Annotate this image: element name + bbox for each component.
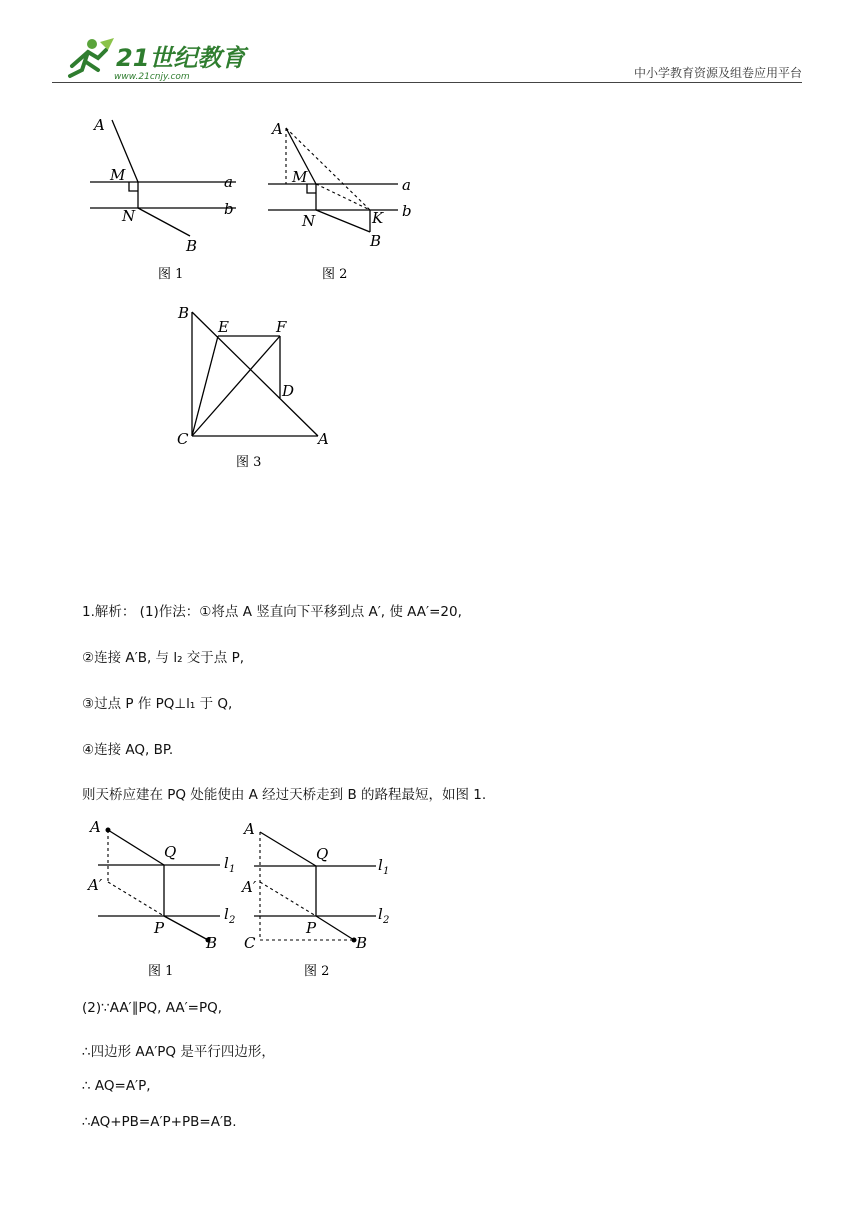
caption-bottom-fig2: 图 2: [304, 964, 330, 979]
label-Q: Q: [164, 843, 177, 861]
bottom-figure-1: [84, 812, 244, 984]
label-a: a: [224, 173, 233, 191]
header-divider: [52, 82, 802, 83]
caption-fig3: 图 3: [236, 455, 262, 470]
label-l2-sub: 2: [229, 915, 236, 926]
label-l2-sub: 2: [383, 915, 390, 926]
label-M: M: [110, 166, 126, 184]
label-N: N: [122, 207, 136, 225]
label-A: A: [244, 820, 255, 838]
label-l2: l: [378, 905, 383, 923]
label-b: b: [402, 202, 412, 220]
logo-sub-text: www.21cnjy.com: [114, 72, 190, 82]
part2-line-4: ∴AQ+PB=A′P+PB=A′B.: [82, 1114, 237, 1130]
label-A: A: [318, 430, 329, 448]
label-l2: l: [224, 905, 229, 923]
solution-line-2: ②连接 A′B, 与 l₂ 交于点 P,: [82, 650, 245, 666]
label-B: B: [206, 934, 218, 952]
part2-line-2: ∴四边形 AA′PQ 是平行四边形，: [82, 1044, 275, 1060]
label-l1: l: [224, 854, 229, 872]
solution-line-5: 则天桥应建在 PQ 处能使由 A 经过天桥走到 B 的路程最短，如图 1.: [82, 787, 487, 803]
label-P: P: [154, 919, 165, 937]
top-figure-2: [262, 108, 432, 288]
caption-fig2: 图 2: [322, 267, 348, 282]
label-B: B: [370, 232, 382, 250]
label-F: F: [276, 318, 287, 336]
label-N: N: [302, 212, 316, 230]
solution-line-1: 1.解析： (1)作法：①将点 A 竖直向下平移到点 A′, 使 AA′=20,: [82, 604, 462, 620]
label-b: b: [224, 200, 234, 218]
solution-line-3: ③过点 P 作 PQ⊥l₁ 于 Q,: [82, 696, 233, 712]
label-A: A: [94, 116, 105, 134]
label-B: B: [186, 237, 198, 255]
label-M: M: [292, 168, 308, 186]
logo: [62, 36, 246, 82]
caption-bottom-fig1: 图 1: [148, 964, 174, 979]
label-E: E: [218, 318, 229, 336]
label-A: A: [90, 818, 101, 836]
bottom-figure-2: [240, 812, 400, 984]
label-B: B: [356, 934, 368, 952]
runner-icon: [70, 38, 114, 76]
label-D: D: [282, 382, 295, 400]
part2-line-1: (2)∵AA′∥PQ, AA′=PQ,: [82, 1000, 223, 1016]
label-A-prime: A′: [88, 876, 103, 894]
caption-fig1: 图 1: [158, 267, 184, 282]
label-C: C: [244, 934, 256, 952]
part2-line-3: ∴ AQ=A′P,: [82, 1078, 151, 1094]
header-platform-text: 中小学教育资源及组卷应用平台: [633, 66, 802, 80]
label-B: B: [178, 304, 190, 322]
solution-line-4: ④连接 AQ, BP.: [82, 742, 174, 758]
label-l1: l: [378, 856, 383, 874]
label-A: A: [272, 120, 283, 138]
label-l1-sub: 1: [383, 866, 390, 877]
top-figure-1: [82, 108, 252, 288]
label-P: P: [306, 919, 317, 937]
label-l1-sub: 1: [229, 864, 236, 875]
label-A-prime: A′: [242, 878, 257, 896]
label-Q: Q: [316, 845, 329, 863]
label-K: K: [372, 209, 384, 227]
label-a: a: [402, 176, 411, 194]
label-C: C: [177, 430, 189, 448]
top-figure-3: [172, 300, 342, 476]
logo-main-text: 21世纪教育: [116, 44, 246, 72]
